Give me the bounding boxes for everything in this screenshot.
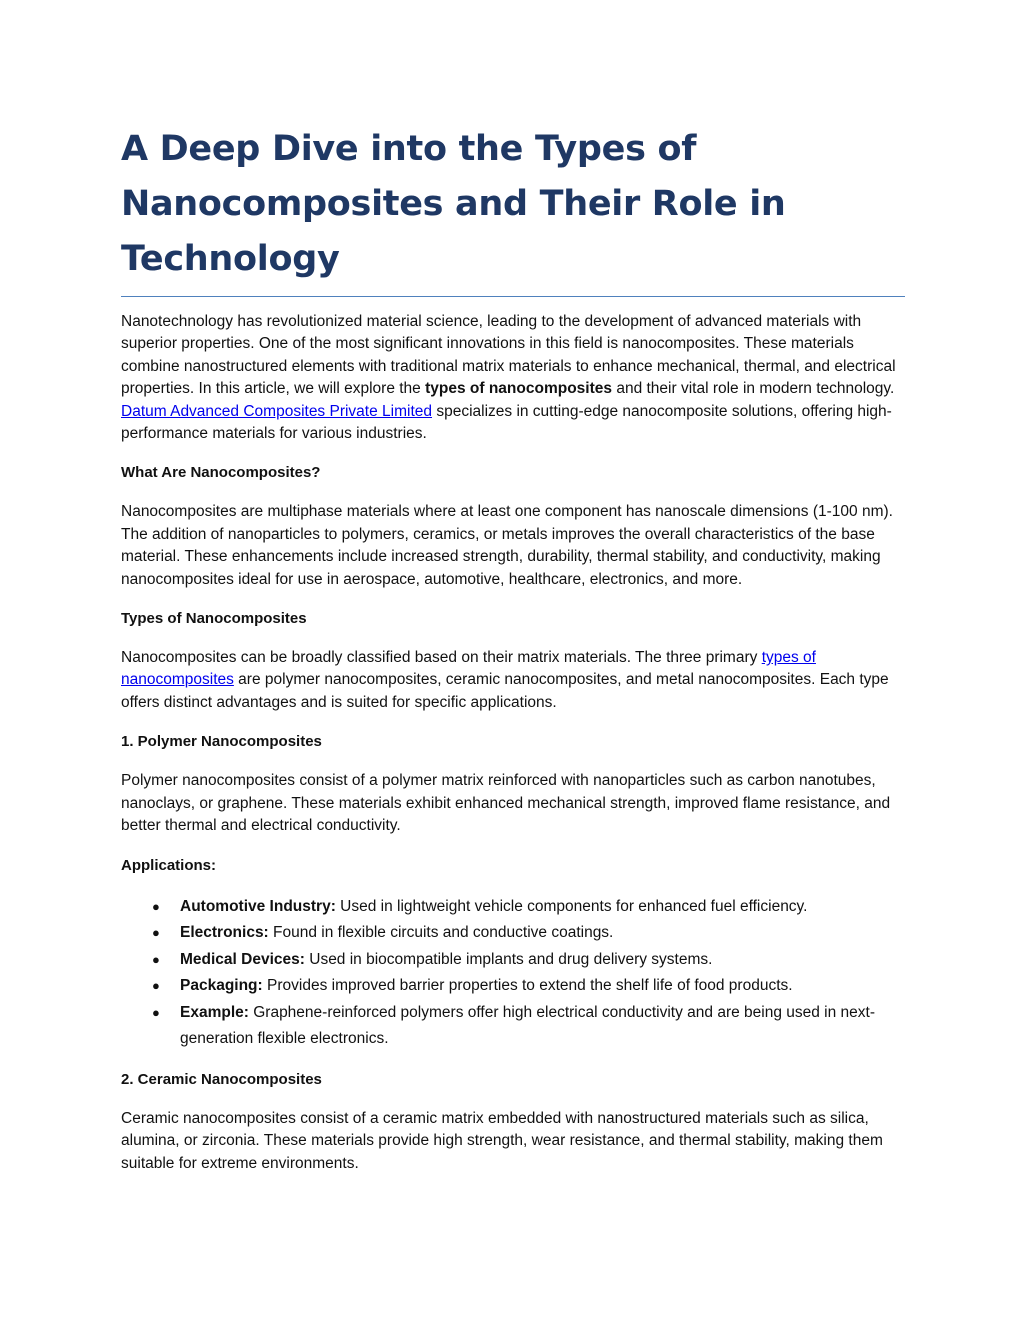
list-item <box>121 947 905 974</box>
list-item-text: Used in lightweight vehicle components for enhanced fuel efficiency. <box>335 897 808 915</box>
list-item-label: Example: <box>180 1003 249 1021</box>
intro-text-3: specializes in cutting-edge nanocomposite solutions, offering high-performance materials for various industries. <box>121 402 892 443</box>
list-item-label: Automotive Industry: <box>180 897 336 915</box>
list-item <box>121 894 905 921</box>
bullet-icon: ● <box>152 1004 160 1020</box>
list-item-label: Packaging: <box>180 977 263 995</box>
page-title: A Deep Dive into the Types of Nanocomposites and Their Role in Technology <box>121 129 786 279</box>
list-item <box>121 920 905 947</box>
bullet-icon: ● <box>152 951 160 967</box>
list-item-label: Electronics: <box>180 924 269 942</box>
types-link[interactable]: types of nanocomposites <box>121 649 816 689</box>
types-text-1: Nanocomposites can be broadly classified based on their matrix materials. The three primary <box>121 649 762 667</box>
document-page <box>121 122 905 1192</box>
company-link[interactable]: Datum Advanced Composites Private Limited <box>121 402 433 420</box>
ceramic-heading: 2. Ceramic Nanocomposites <box>121 1071 322 1089</box>
types-paragraph <box>121 647 905 714</box>
list-item-text: Found in flexible circuits and conductive coatings. <box>268 924 614 942</box>
applications-heading: Applications: <box>121 856 217 874</box>
list-item-text: Used in biocompatible implants and drug delivery systems. <box>304 950 713 968</box>
bullet-icon: ● <box>152 898 160 914</box>
types-text-2: are polymer nanocomposites, ceramic nanocomposites, and metal nanocomposites. Each type offers distinct advantages and is suited for specific applications. <box>121 671 889 711</box>
bullet-icon: ● <box>152 925 160 941</box>
what-are-heading: What Are Nanocomposites? <box>121 464 321 482</box>
list-item-text: Provides improved barrier properties to extend the shelf life of food products. <box>262 977 793 995</box>
what-are-paragraph: Nanocomposites are multiphase materials where at least one component has nanoscale dimensions (1-100 nm). The addition of nanoparticles to polymers, ceramics, or metals improves the overall characteristics of the base material. These enhancements include increased strength, durability, thermal stability, and conductivity, making nanocomposites ideal for use in aerospace, automotive, healthcare, electronics, and more. <box>121 503 893 588</box>
list-item <box>121 1000 905 1053</box>
intro-text-2: and their vital role in modern technology. <box>612 380 895 398</box>
title-underline <box>121 296 905 297</box>
intro-bold-keyword: types of nanocomposites <box>425 380 613 398</box>
polymer-paragraph: Polymer nanocomposites consist of a polymer matrix reinforced with nanoparticles such as carbon nanotubes, nanoclays, or graphene. These materials exhibit enhanced mechanical strength, improved flame resistance, and better thermal and electrical conductivity. <box>121 772 891 835</box>
bullet-icon: ● <box>152 978 160 994</box>
applications-list <box>121 894 905 1054</box>
types-heading: Types of Nanocomposites <box>121 610 307 628</box>
list-item <box>121 973 905 1000</box>
ceramic-paragraph: Ceramic nanocomposites consist of a ceramic matrix embedded with nanostructured materials such as silica, alumina, or zirconia. These materials provide high strength, wear resistance, and thermal stability, making them suitable for extreme environments. <box>121 1110 883 1172</box>
list-item-label: Medical Devices: <box>180 950 305 968</box>
list-item-text: Graphene-reinforced polymers offer high electrical conductivity and are being used in next-generation flexible electronics. <box>180 1003 876 1048</box>
intro-paragraph <box>121 311 905 445</box>
intro-text-1: Nanotechnology has revolutionized material science, leading to the development of advanced materials with superior properties. One of the most significant innovations in this field is nanocomposites. These materials combine nanostructured elements with traditional matrix materials to enhance mechanical, thermal, and electrical properties. In this article, we will explore the <box>121 313 896 398</box>
polymer-heading: 1. Polymer Nanocomposites <box>121 733 322 751</box>
